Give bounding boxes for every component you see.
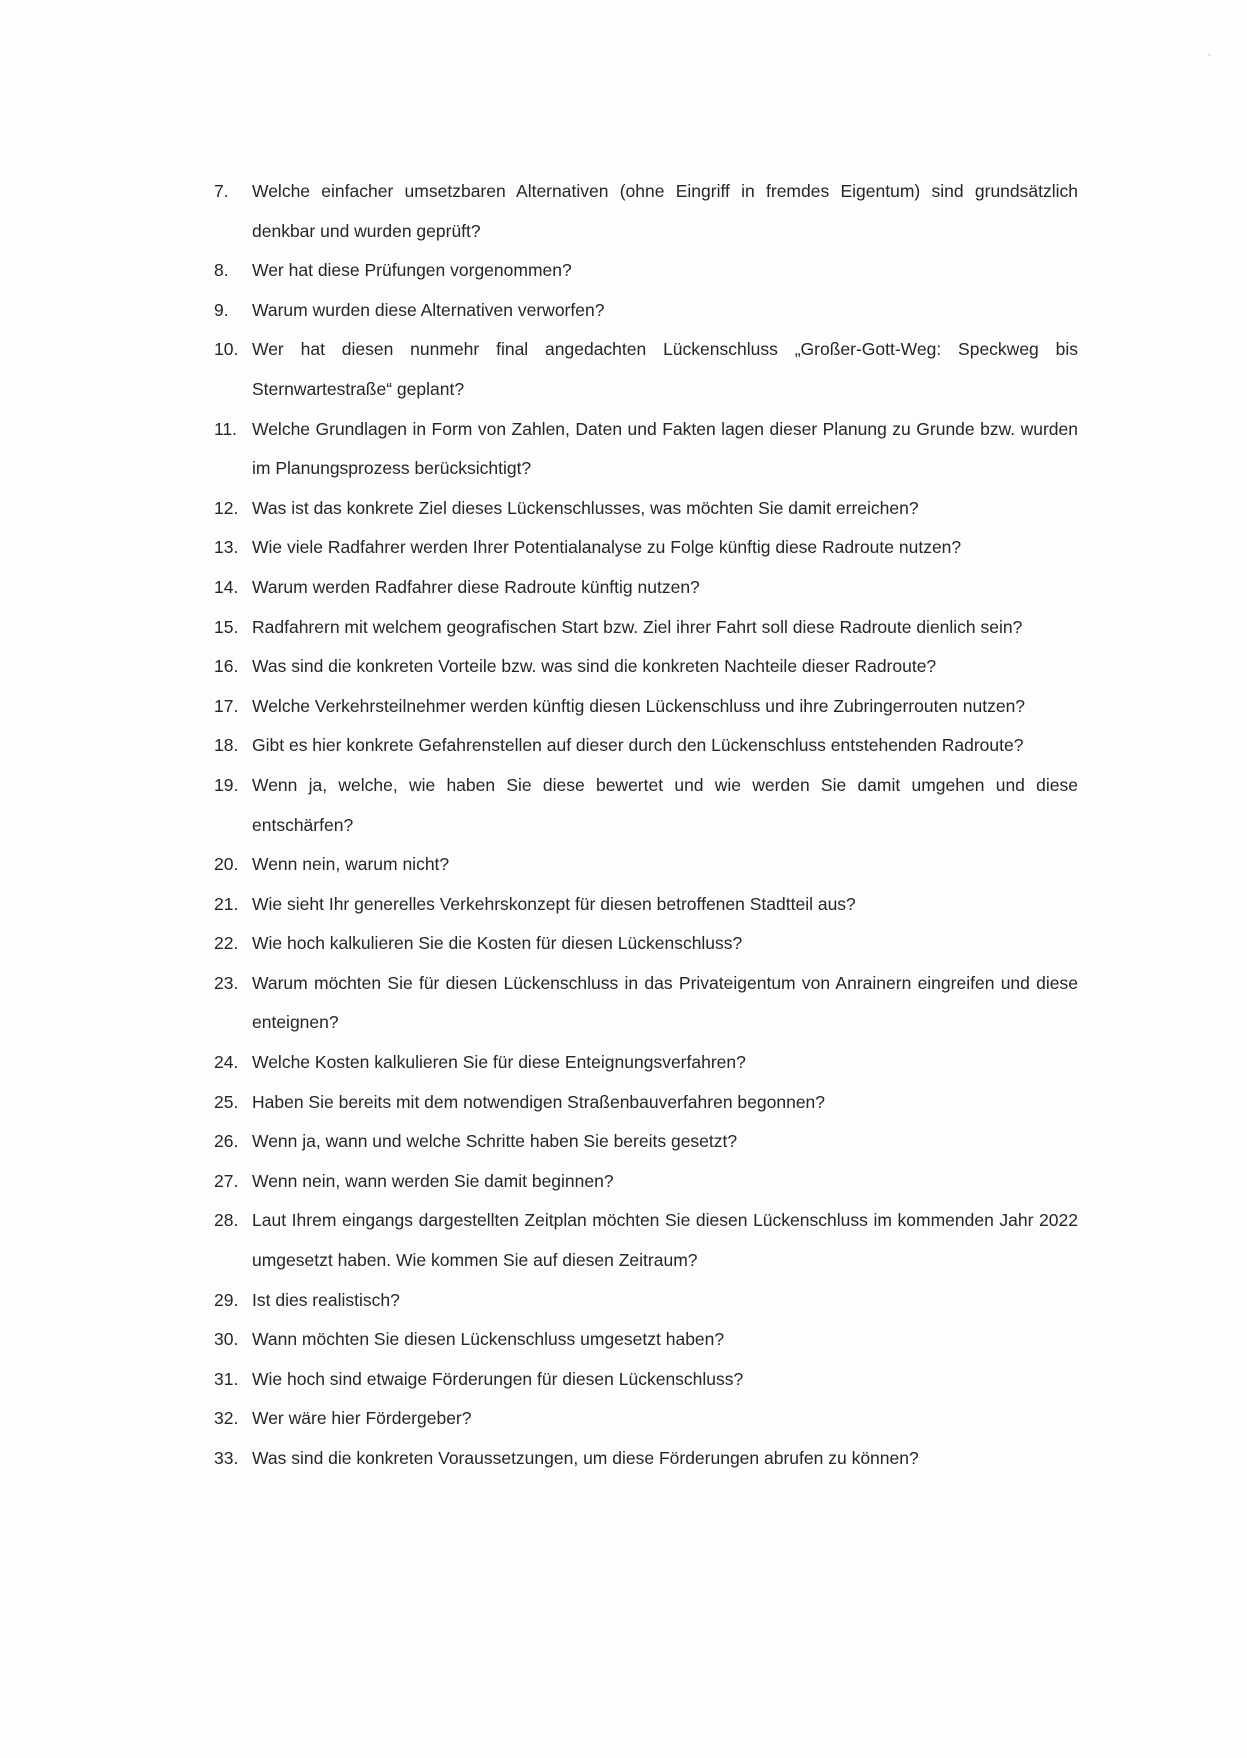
question-item: [214, 1360, 1078, 1400]
question-number: 10.: [214, 339, 239, 360]
question-text: Wenn nein, warum nicht?: [252, 854, 450, 875]
question-item: [214, 568, 1078, 608]
question-item: [214, 1083, 1078, 1123]
question-text: Ist dies realistisch?: [252, 1289, 400, 1310]
question-number: 7.: [214, 181, 229, 201]
question-text: Was ist das konkrete Ziel dieses Lückenschlusses, was möchten Sie damit erreichen?: [252, 497, 919, 518]
question-number: 16.: [214, 656, 239, 677]
question-number: 9.: [214, 299, 229, 320]
question-text: Wie viele Radfahrer werden Ihrer Potentialanalyse zu Folge künftig diese Radroute nutzen?: [252, 537, 962, 558]
question-item: [214, 924, 1078, 964]
question-item: [214, 489, 1078, 529]
question-number: 28.: [214, 1210, 239, 1231]
question-number: 18.: [214, 735, 239, 756]
question-item: [214, 1399, 1078, 1439]
question-item: [214, 172, 1078, 251]
question-text: Radfahrern mit welchem geografischen Start bzw. Ziel ihrer Fahrt soll diese Radroute dienlich sein?: [252, 616, 1023, 637]
question-text: Was sind die konkreten Voraussetzungen, um diese Förderungen abrufen zu können?: [252, 1448, 919, 1468]
question-text: Welche Kosten kalkulieren Sie für diese Enteignungsverfahren?: [252, 1052, 746, 1073]
question-text: Warum möchten Sie für diesen Lückenschluss in das Privateigentum von Anrainern eingreifen und diese enteignen?: [252, 972, 1078, 1033]
question-text: Wann möchten Sie diesen Lückenschluss umgesetzt haben?: [252, 1329, 725, 1350]
question-number: 11.: [214, 418, 238, 439]
question-text: Wenn nein, wann werden Sie damit beginnen?: [252, 1170, 614, 1191]
question-item: [214, 726, 1078, 766]
question-item: [214, 251, 1078, 291]
question-number: 15.: [214, 616, 239, 637]
question-text: Wenn ja, wann und welche Schritte haben Sie bereits gesetzt?: [252, 1131, 738, 1152]
question-list: [214, 172, 1078, 1479]
question-text: Wenn ja, welche, wie haben Sie diese bewertet und wie werden Sie damit umgehen und diese entschärfen?: [252, 774, 1078, 835]
question-item: [214, 845, 1078, 885]
question-item: [214, 528, 1078, 568]
question-text: Haben Sie bereits mit dem notwendigen Straßenbauverfahren begonnen?: [252, 1091, 826, 1112]
question-item: [214, 1201, 1078, 1280]
question-number: 19.: [214, 774, 239, 795]
question-item: [214, 1439, 1078, 1479]
question-number: 25.: [214, 1091, 239, 1112]
question-item: [214, 1162, 1078, 1202]
question-text: Welche Grundlagen in Form von Zahlen, Daten und Fakten lagen dieser Planung zu Grunde bzw. wurden im Planungsprozess berücksichtigt?: [252, 418, 1078, 479]
question-number: 29.: [214, 1289, 239, 1310]
question-text: Wie hoch kalkulieren Sie die Kosten für diesen Lückenschluss?: [252, 933, 743, 954]
question-number: 33.: [214, 1448, 239, 1468]
question-text: Was sind die konkreten Vorteile bzw. was sind die konkreten Nachteile dieser Radroute?: [252, 656, 937, 677]
question-item: [214, 1320, 1078, 1360]
question-item: [214, 291, 1078, 331]
question-number: 31.: [214, 1368, 239, 1389]
question-number: 17.: [214, 695, 239, 716]
question-text: Wie hoch sind etwaige Förderungen für diesen Lückenschluss?: [252, 1368, 744, 1389]
question-item: [214, 766, 1078, 845]
question-item: [214, 1122, 1078, 1162]
question-text: Laut Ihrem eingangs dargestellten Zeitplan möchten Sie diesen Lückenschluss im kommenden Jahr 2022 umgesetzt haben. Wie kommen Sie auf diesen Zeitraum?: [252, 1210, 1078, 1271]
question-item: [214, 1043, 1078, 1083]
question-item: [214, 647, 1078, 687]
question-number: 32.: [214, 1408, 239, 1429]
question-item: [214, 687, 1078, 727]
question-item: [214, 964, 1078, 1043]
question-number: 24.: [214, 1052, 239, 1073]
question-item: [214, 608, 1078, 648]
question-number: 12.: [214, 497, 239, 518]
question-number: 13.: [214, 537, 239, 558]
question-number: 23.: [214, 972, 239, 993]
question-text: Warum wurden diese Alternativen verworfen?: [252, 299, 605, 320]
question-text: Warum werden Radfahrer diese Radroute künftig nutzen?: [252, 576, 700, 597]
question-number: 27.: [214, 1170, 239, 1191]
question-text: Gibt es hier konkrete Gefahrenstellen auf dieser durch den Lückenschluss entstehenden Radroute?: [252, 735, 1024, 756]
question-item: [214, 1281, 1078, 1321]
question-number: 8.: [214, 260, 229, 281]
question-text: Wer hat diese Prüfungen vorgenommen?: [252, 260, 572, 281]
question-number: 21.: [214, 893, 239, 914]
question-number: 14.: [214, 576, 239, 597]
scan-artifact: [1208, 54, 1211, 56]
question-text: Welche einfacher umsetzbaren Alternativen (ohne Eingriff in fremdes Eigentum) sind grundsätzlich denkbar und wurden geprüft?: [252, 181, 1078, 241]
question-number: 22.: [214, 933, 239, 954]
question-number: 26.: [214, 1131, 239, 1152]
question-number: 30.: [214, 1329, 239, 1350]
question-item: [214, 330, 1078, 409]
question-text: Welche Verkehrsteilnehmer werden künftig diesen Lückenschluss und ihre Zubringerrouten nutzen?: [252, 695, 1026, 716]
question-text: Wer wäre hier Fördergeber?: [252, 1408, 472, 1429]
question-item: [214, 410, 1078, 489]
question-text: Wer hat diesen nunmehr final angedachten Lückenschluss „Großer-Gott-Weg: Speckweg bis Sternwartestraße“ geplant?: [252, 339, 1078, 399]
question-item: [214, 885, 1078, 925]
question-text: Wie sieht Ihr generelles Verkehrskonzept für diesen betroffenen Stadtteil aus?: [252, 893, 856, 914]
question-number: 20.: [214, 854, 239, 875]
